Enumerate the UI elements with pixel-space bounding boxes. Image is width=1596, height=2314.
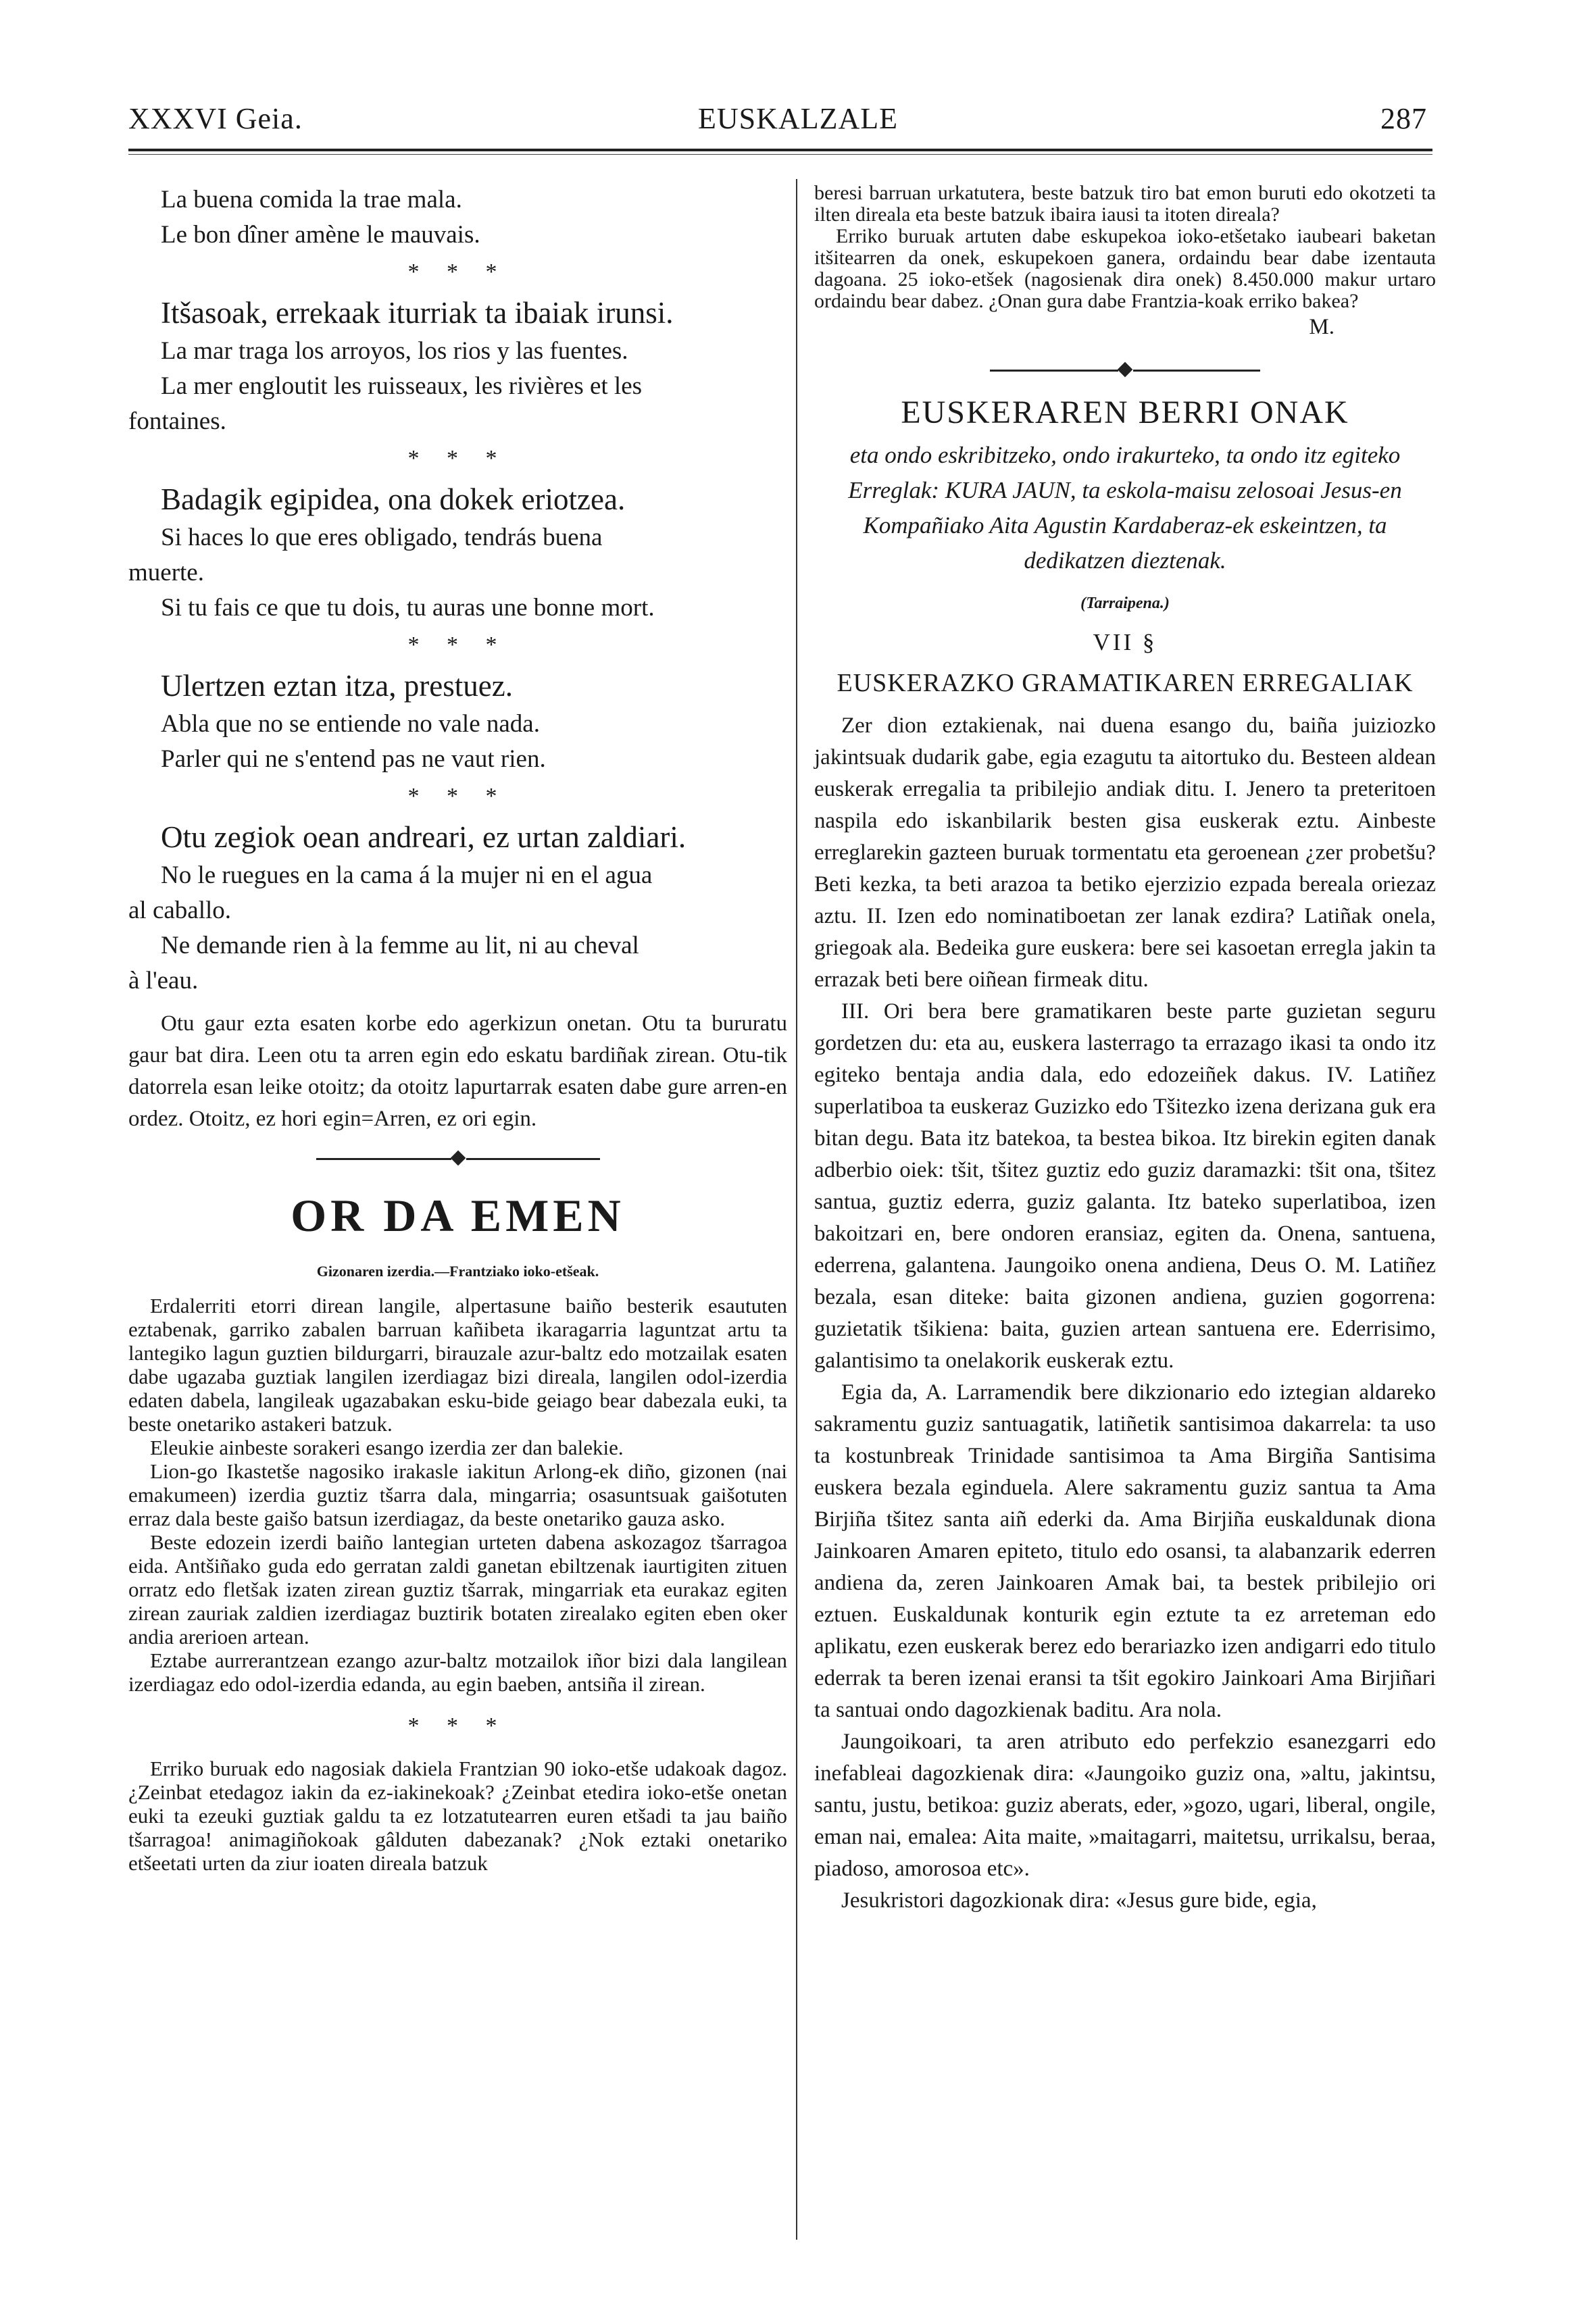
proverb-translation: Si haces lo que eres obligado, tendrás buena (161, 524, 603, 551)
proverb-translation: Parler qui ne s'entend pas ne vaut rien. (161, 745, 546, 773)
body-paragraph: Egia da, A. Larramendik bere dikzionario edo iztegian aldareko sakramentu guziz santuagatik, latiñetik santisimoa dakarrela: ta uso ta kostunbreak Trinidade santisimoa ta Ama Birgiña Santisima euskera bezala eginduela. Alere sakramentu guziz santua ta Ama Birjiña tšitez santa aiñ ederki da. Ama Birjiña euskaldunak diona Jainkoaren Amaren epiteto, titulo edo osansi, ta alabanzarik ederren andiena da, zeren Jainkoaren Amak bai, ta bestek pribilejio ori eztuen. Euskaldunak konturik egin eztute ta ez arreteman edo aplikatu, ezen euskerak berez edo berariazko izen andigarri edo titulo ederrak ta beren izenai eransi ta tšit egokiro Jainkoari Ama Birjiñari ta santuai ondo dagozkienak baditu. Ara nola. (814, 1380, 1436, 1722)
body-paragraph: Jesukristori dagozkionak dira: «Jesus gure bide, egia, (841, 1888, 1317, 1913)
proverb-translation: fontaines. (128, 407, 226, 435)
separator-stars: * * * (407, 446, 508, 471)
article-paragraph: Eleukie ainbeste sorakeri esango izerdia zer dan balekie. (150, 1436, 624, 1459)
signature: M. (1309, 315, 1335, 339)
proverb-basque: Ulertzen eztan itza, prestuez. (161, 669, 513, 703)
body-paragraph: Zer dion eztakienak, nai duena esango du, baiña juiziozko jakintsuak dudarik gabe, egia ezagutu ta aitortuko du. Besteen aldean euskerak erregalia ta pribilejio andiak ditu. I. Jenero ta preteritoen naspila edo iskanbilarik besten gisa euskerak eztu. Ainbeste erreglarekin gazteen buruak tormentatu eta geroenean ¿zer probetšu? Beti kezka, ta beti arazoa ta betiko ejerzizio ezpada bereala oriezaz aztu. II. Izen edo nominatiboetan zer lanak ezdira? Latiñak onela, griegoak ala. Bedeika gure euskera: bere sei kasoetan erregla jakin ta errazak beti bere oiñean firmeak ditu. (814, 713, 1436, 992)
article-paragraph: Eztabe aurrerantzean ezango azur-baltz motzailok iñor bizi dala langilean izerdiagaz edo odol-izerdia edanda, au egin baeben, antsiña il zirean. (128, 1649, 787, 1696)
proverb-basque: Badagik egipidea, ona dokek eriotzea. (161, 482, 626, 516)
proverb-translation: Ne demande rien à la femme au lit, ni au cheval (161, 932, 639, 959)
body-paragraph: Jaungoikoari, ta aren atributo edo perfekzio esanezgarri edo inefableai dagozkienak dira: «Jaungoiko guziz ona, »altu, jakintsu, santu, justu, betikoa: guziz aberats, eder, »gozo, ugari, liberal, ongile, eman nai, emalea: Aita maite, »maitagarri, maitetsu, urrikalsu, beraa, piadoso, amorosoa etc». (814, 1730, 1436, 1881)
ornament-rule (990, 360, 1260, 380)
right-column (814, 182, 1436, 1917)
separator-stars: * * * (407, 1713, 508, 1738)
opening-line: Le bon dîner amène le mauvais. (161, 221, 480, 249)
chapter-number: VII § (1093, 629, 1157, 655)
continued-paragraph: Erriko buruak artuten dabe eskupekoa ioko-etšetako iaubeari baketan itšitearren da onek, eskupekoen ganera, ordaindu bear dabe izentauta dagoana. 25 ioko-etšek (nagosienak dira onek) 8.450.000 makur urtaro ordaindu bear dabez. ¿Onan gura dabe Frantzia-koak erriko bakea? (814, 225, 1436, 312)
left-column (128, 182, 787, 1875)
ornament-rule (316, 1149, 600, 1169)
proverb-translation: Abla que no se entiende no vale nada. (161, 710, 540, 738)
article-paragraph: Erriko buruak edo nagosiak dakiela Frantzian 90 ioko-etše udakoak dagoz. ¿Zeinbat etedagoz iakin da ez-iakinekoak? ¿Zeinbat etedira ioko-etše onetan euki ta ezeuki guztiak galdu ta ez lotzatutearren euren etšadi ta jau baiño tšarragoa! animagiñokoak gâlduten dabezanak? ¿Nok eztaki onetariko etšeetati urten da ziur ioaten direala batzuk (128, 1757, 787, 1875)
proverb-translation: La mar traga los arroyos, los rios y las fuentes. (161, 337, 628, 365)
proverb-translation: Si tu fais ce que tu dois, tu auras une bonne mort. (161, 594, 655, 622)
article-title: OR DA EMEN (291, 1190, 625, 1241)
separator-stars: * * * (407, 259, 508, 284)
opening-line: La buena comida la trae mala. (161, 186, 462, 213)
proverb-translation: à l'eau. (128, 967, 199, 995)
section-title: EUSKERAREN BERRI ONAK (901, 395, 1349, 430)
proverb-translation: muerte. (128, 559, 204, 586)
page-number: 287 (1380, 102, 1427, 135)
proverb-translation: La mer engloutit les ruisseaux, les rivières et les (161, 372, 643, 400)
separator-stars: * * * (407, 784, 508, 809)
column-divider (796, 179, 797, 2240)
article-paragraph: Erdalerriti etorri direan langile, alpertasune baiño besterik esaututen eztabenak, garriko zabalen barruan kañibeta ikaragarria laguntzat artu ta lantegiko lagun guztien bildurgarri, birauzale azur-baltz edo motzailak esaten dabe ugazaba guztiak langilen izerdiagaz bizi direala, langilen odol-izerdia edaten dabela, langileak ugazabakan esku-bide geiago bear dabezala euki, ta beste onetariko astakeri batzuk. (128, 1294, 787, 1436)
proverb-translation: al caballo. (128, 897, 232, 924)
header-rule (128, 149, 1432, 151)
separator-stars: * * * (407, 632, 508, 657)
running-header-left: XXXVI Geia. (128, 102, 303, 135)
article-paragraph: Lion-go Ikastetše nagosiko irakasle iakitun Arlong-ek diño, gizonen (nai emakumeen) izerdia guztiz tšarra dala, mingarria; osasuntsuak gaišotuten erraz dala beste gaišo batsun izerdiagaz, da beste onetariko gauza asko. (128, 1459, 787, 1530)
article-paragraph: Beste edozein izerdi baiño lantegian urteten dabena askozagoz tšarragoa eida. Antšiñako guda edo gerratan zaldi ganetan ebiltzenak iaurtigiten zituen orratz edo fletšak izaten zirean guztiz tšarrak, mingarriak eta eurakaz egiten zirean zauriak zaldien izerdiagaz buztirik botaten zirealako egiten eben oker andia arerioen artean. (128, 1530, 787, 1649)
proverb-basque: Otu zegiok oean andreari, ez urtan zaldiari. (161, 820, 687, 854)
running-header-title: EUSKALZALE (698, 102, 898, 135)
section-subtitle: eta ondo eskribitzeko, ondo irakurteko, ta ondo itz egiteko Erreglak: KURA JAUN, ta eskola-maisu zelosoai Jesus-en Kompañiako Aita Agustin Kardaberaz-ek eskeintzen, ta dedikatzen dieztenak. (848, 442, 1402, 574)
proverb-basque: Itšasoak, errekaak iturriak ta ibaiak irunsi. (161, 296, 674, 330)
body-paragraph: III. Ori bera bere gramatikaren beste parte guzietan seguru gordetzen du: eta au, euskera lasterrago ta errazago ikasi ta ondo itz egiteko bentaja andia dala, edo edozeiñek dakus. IV. Latiñez superlatiboa ta euskeraz Guzizko edo Tšitezko izena derizana guk era bitan degu. Bata itz batekoa, ta bestea bikoa. Itz birekin egiten danak adberbio oiek: tšit, tšitez guztiz edo guziz daramazki: tšit ona, tšitez santua, guztiz ederra, guziz galanta. Itz bateko superlatiboa, izen bakoitzari en, bere ondoren eransiaz, egiten da. Onena, santuena, ederrena, galantena. Jaungoiko onena andiena, Deus O. M. Latiñez bezala, esan diteke: baita gizonen andiena, guzien gogorrena: guzietatik tšikiena: baita, guzien artean santuena ere. Ederrisimo, galantisimo ta onelakorik euskerak eztu. (814, 999, 1436, 1373)
proverb-translation: No le ruegues en la cama á la mujer ni en el agua (161, 861, 653, 889)
header-rule-thin (128, 154, 1432, 155)
continuation-note: (Tarraipena.) (1080, 595, 1170, 612)
continued-paragraph: beresi barruan urkatutera, beste batzuk tiro bat emon buruti edo okotzeti ta ilten direala eta beste batzuk ibaira iausi ta itoten direala? (814, 182, 1436, 226)
article-caption: Gizonaren izerdia.—Frantziako ioko-etšeak. (316, 1263, 599, 1280)
chapter-title: EUSKERAZKO GRAMATIKAREN ERREGALIAK (837, 669, 1414, 697)
otu-note: Otu gaur ezta esaten korbe edo agerkizun onetan. Otu ta bururatu gaur bat dira. Leen otu ta arren egin edo eskatu bardiñak zirean. Otu-tik datorrela esan leike otoitz; da otoitz lapurtarrak esaten dabe gure arren-en ordez. Otoitz, ez hori egin=Arren, ez ori egin. (128, 1011, 787, 1131)
